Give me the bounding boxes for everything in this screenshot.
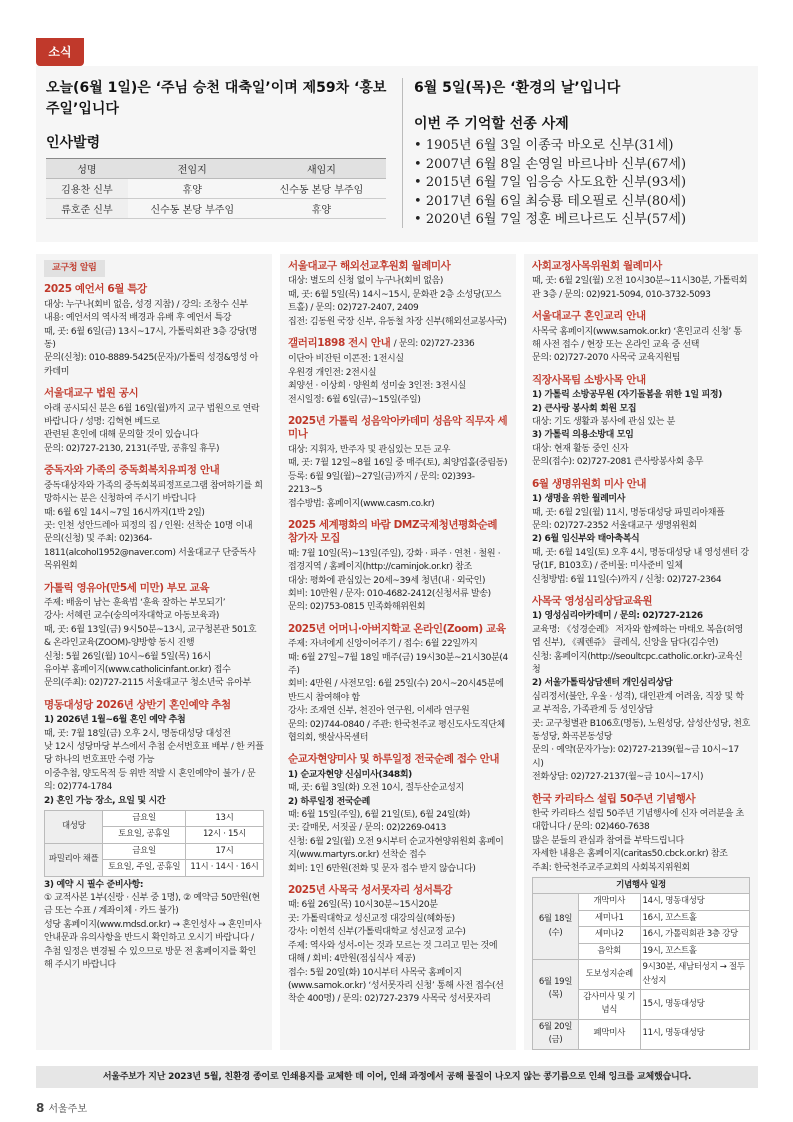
table-cell: 13시 — [185, 811, 263, 827]
section-title: 중독자와 가족의 중독회복치유피정 안내 — [44, 464, 220, 477]
table-row — [45, 843, 264, 859]
sub-title: 2) 6월 임신부와 태아축복식 — [532, 534, 640, 545]
text-line: 회비: 10만원 / 문자: 010-4682-2412(신청서류 발송) — [288, 588, 491, 599]
table-cell: 도보성지순례 — [578, 960, 640, 990]
text-line: 때, 곳: 6월 13일(금) 9시50분~13시, 교구청본관 501호 & 온라인교육(ZOOM)-양방향 동시 진행 — [44, 624, 257, 649]
table-row — [46, 199, 386, 219]
list-item: • 2015년 6월 7일 임응승 사도요한 신부(93세) — [414, 174, 754, 193]
section-tag: 소식 — [36, 38, 84, 66]
table-cell: 17시 — [185, 843, 263, 859]
section-title: 가톨릭 영유아(만5세 미만) 부모 교육 — [44, 581, 210, 594]
text-line: 문의: 02)727-2130, 2131(주말, 공휴일 휴무) — [44, 443, 220, 454]
text-line: 아래 공시되신 분은 6월 16일(월)까지 교구 법원으로 연락바랍니다 / 성명: 김혁현 베드로 — [44, 403, 260, 428]
footer — [36, 1100, 87, 1115]
sub-title: 2) 큰사랑 봉사회 회원 모집 — [532, 403, 637, 414]
section-title-text: 갤러리1898 전시 안내 — [288, 337, 391, 350]
table-row — [46, 179, 386, 199]
section-title: 서울대교구 혼인교리 안내 — [532, 310, 646, 323]
headline-environment: 6월 5일(목)은 ‘환경의 날’입니다 — [414, 80, 621, 96]
page-number: 8 — [36, 1101, 45, 1115]
diocese-notice-tag: 교구청 알림 — [44, 260, 105, 277]
personnel-name: 김용찬 신부 — [46, 179, 128, 199]
text-line: 많은 분들의 관심과 참여를 부탁드립니다 — [532, 835, 684, 846]
sub-title: 1) 순교자현양 신심미사(348회) — [288, 769, 412, 780]
personnel-previous: 휴양 — [128, 179, 257, 199]
text-line: 교육명: 《성경순례》 저자와 함께하는 마태오 복음(허영엽 신부), 《퀘렌쥬》 클레식, 신앙을 답다(김수연) — [532, 624, 743, 649]
headline-ascension: 오늘(6월 1일)은 ‘주님 승천 대축일’이며 제59차 ‘홍보 주일’입니다 — [46, 80, 387, 117]
personnel-title: 인사발령 — [46, 135, 101, 151]
text-line: 때, 곳: 6월 6일(금) 13시~17시, 가톨릭회관 3층 강당(명동) — [44, 326, 258, 351]
table-cell: 14시, 명동대성당 — [640, 894, 749, 910]
text-line: 때: 6월 6일 14시~7일 16시까지(1박 2일) — [44, 507, 205, 518]
text-line: 주제: 배움이 남는 훈육법 ‘훈육 잘하는 부모되기’ — [44, 597, 226, 608]
text-line: 문의: 02)727-2352 서울대교구 생명위원회 — [532, 520, 697, 531]
section-title: 사목국 영성심리상담교육원 — [532, 594, 653, 607]
text-line: 때, 곳: 6월 5일(목) 14시~15시, 문화관 2층 소성당(꼬스트홀) / 문의: 02)727-2407, 2409 — [288, 289, 502, 314]
text-line: 때, 곳: 6월 2일(월) 11시, 명동대성당 파밀리아채플 — [532, 507, 725, 518]
section-title: 서울대교구 법원 공시 — [44, 387, 139, 400]
list-item: • 2017년 6월 6일 최승룡 테오필로 신부(80세) — [414, 193, 754, 212]
text-line: 강사: 이헌석 신부(가톨릭대학교 성신교정 교수) — [288, 927, 466, 938]
section-title: 명동대성당 2026년 상반기 혼인예약 추첨 — [44, 698, 231, 711]
section-title: 6월 생명위원회 미사 안내 — [532, 477, 647, 490]
table-cell: 11시, 명동대성당 — [640, 1019, 749, 1049]
text-line: 곳: 가톨릭대학교 성신교정 대강의실(혜화동) — [288, 913, 455, 924]
table-cell: 15시, 명동대성당 — [640, 989, 749, 1019]
column-2 — [280, 254, 516, 1050]
personnel-header: 새임지 — [257, 159, 386, 179]
table-cell: 개막미사 — [578, 894, 640, 910]
text-line: 최양선 · 이상희 · 양원희 성미술 3인전: 3전시실 — [288, 381, 466, 392]
text-line: 접수방법: 홈페이지(www.casm.co.kr) — [288, 498, 435, 509]
text-line: 집전: 김동원 국장 신부, 유동철 차장 신부(해외선교봉사국) — [288, 316, 507, 327]
table-cell: 감사미사 및 기념식 — [578, 989, 640, 1019]
text-line: 때: 7월 10일(목)~13일(주일), 강화 · 파주 · 연천 · 철원 · 접경지역 / 홈페이지(http://caminjok.or.kr) 참조 — [288, 548, 501, 573]
table-cell: 11시 · 14시 · 16시 — [185, 860, 263, 876]
text-line: 때, 곳: 7월 18일(금) 오후 2시, 명동대성당 대성전 — [44, 728, 231, 739]
table-row — [533, 894, 750, 910]
list-item: • 2020년 6월 7일 정훈 베르나르도 신부(57세) — [414, 211, 754, 230]
personnel-new: 휴양 — [257, 199, 386, 219]
text-line: 성당 홈페이지(www.mdsd.or.kr) → 혼인성사 → 혼인미사 안내문과 유의사항을 반드시 확인하고 오시기 바랍니다 / 추첨 일정은 변경될 수 있으므로 방문 전 홈페이지를 확인해 주시기 바랍니다 — [44, 919, 262, 971]
text-line: 신청방법: 6월 11일(수)까지 / 신청: 02)727-2364 — [532, 574, 722, 585]
section-title: 직장사목팀 소방사목 안내 — [532, 373, 646, 386]
section-title: 순교자현양미사 및 하루일정 전국순례 접수 안내 — [288, 753, 500, 766]
text-line: 대상: 평화에 관심있는 20세~39세 청년(내 · 외국인) — [288, 575, 486, 586]
text-line: 문의(신청): 010-8889-5425(문자)/가톨릭 성경&영성 아카데미 — [44, 353, 258, 377]
personnel-table — [46, 158, 386, 219]
text-line: 곳: 갈매못, 서짓골 / 문의: 02)2269-0413 — [288, 823, 447, 834]
text-line: 대상: 현재 활동 중인 신자 — [532, 443, 629, 454]
text-line: ① 교적사본 1부(신랑 · 신부 중 1명), ② 예약금 50만원(현금 또는 수표 / 계좌이체 · 카드 불가) — [44, 893, 260, 917]
text-line: 대상: 지휘자, 반주자 및 관심있는 모든 교우 — [288, 444, 451, 455]
text-line: 대상: 기도 생활과 봉사에 관심 있는 분 — [532, 417, 675, 428]
table-cell: 토요일, 주일, 공휴일 — [103, 860, 186, 876]
section-title: 2025년 사목국 성서못자리 성서특강 — [288, 884, 453, 897]
text-line: 심리정서(불안, 우울 · 성격), 대인관계 어려움, 직장 및 학교 부적응, 가족관계 등 성인상담 — [532, 691, 744, 716]
text-line: 회비: 4만원 / 사전모임: 6월 25일(수) 20시~20시45분에 반드시 참여해야 함 — [288, 679, 504, 703]
text-line: 때: 6월 27일~7월 18일 매주(금) 19시30분~21시30분(4주) — [288, 652, 508, 676]
text-line: 문의(주최): 02)727-2115 서울대교구 청소년국 유아부 — [44, 678, 251, 689]
table-cell: 폐막미사 — [578, 1019, 640, 1049]
text-line: 신청: 5월 26일(월) 10시~6월 5일(목) 16시 — [44, 651, 211, 662]
venue-name: 파밀리아 채플 — [45, 843, 103, 876]
sub-title: 1) 가톨릭 소방공무원 (자기돌봄을 위한 1일 피정) — [532, 390, 723, 401]
schedule-date: 6월 20일(금) — [533, 1019, 579, 1049]
personnel-header: 전임지 — [128, 159, 257, 179]
text-line: 신청: 홈페이지(http://seoultcpc.catholic.or.kr)-교육신청 — [532, 651, 743, 675]
top-notice-box — [36, 66, 758, 242]
list-item: • 1905년 6월 3일 이종국 바오로 신부(31세) — [414, 137, 754, 156]
personnel-header: 성명 — [46, 159, 128, 179]
text-line: 자세한 내용은 홈페이지(caritas50.cbck.or.kr) 참조 — [532, 849, 728, 860]
table-cell: 세미나1 — [578, 910, 640, 926]
sub-title: 3) 가톨릭 의용소방대 모임 — [532, 430, 634, 441]
sub-title: 2) 하루일정 전국순례 — [288, 796, 370, 807]
schedule-date: 6월 18일(수) — [533, 894, 579, 960]
table-cell: 금요일 — [103, 843, 186, 859]
text-line: 신청: 6월 2일(월) 오전 9시부터 순교자현양위원회 홈페이지(www.martyrs.or.kr) 선착순 접수 — [288, 836, 504, 861]
sub-title: 2) 서울가톨릭상담센터 개인심리상담 — [532, 678, 673, 689]
table-cell: 9시30분, 새남터성지 → 절두산성지 — [640, 960, 749, 990]
table-cell: 금요일 — [103, 811, 186, 827]
text-line: 전시일정: 6월 6일(금)~15일(주일) — [288, 394, 421, 405]
table-cell: 16시, 꼬스트홀 — [640, 910, 749, 926]
text-line: 이중추첨, 양도목적 등 위반 적발 시 혼인예약이 불가 / 문의: 02)774-1784 — [44, 768, 256, 793]
section-title: 한국 카리타스 설립 50주년 기념행사 — [532, 792, 696, 805]
text-line: 내용: 예언서의 역사적 배경과 유배 후 예언서 특강 — [44, 313, 232, 324]
top-left — [46, 78, 396, 219]
text-line: 주제: 역사와 성서-이는 것과 모르는 것 그리고 믿는 것에 대해 / 회비: 4만원(점심식사 제공) — [288, 940, 498, 965]
sub-title: 1) 영성심리아카데미 / 문의: 02)727-2126 — [532, 611, 703, 622]
section-title: 서울대교구 해외선교후원회 월례미사 — [288, 260, 451, 272]
text-line: 곳: 인천 성안드레아 피정의 집 / 인원: 선착순 10명 이내 — [44, 520, 253, 531]
sub-title: 1) 생명을 위한 월례미사 — [532, 494, 626, 505]
text-line: 중독대상자와 가족의 중독회복피정프로그램 참여하기를 희망하시는 분은 신청하여 주시기 바랍니다 — [44, 480, 263, 505]
text-line: 등록: 6월 9일(월)~27일(금)까지 / 문의: 02)393-2213~5 — [288, 471, 475, 496]
memorial-list — [414, 137, 754, 230]
section-title: 2025년 어머니·아버지학교 온라인(Zoom) 교육 — [288, 622, 506, 635]
personnel-previous: 신수동 본당 부주임 — [128, 199, 257, 219]
text-line: 주제: 자녀에게 신앙이어주기 / 접수: 6월 22일까지 — [288, 639, 478, 650]
section-title: 2025 세계평화의 바람 DMZ국제청년평화순례 참가자 모집 — [288, 518, 498, 545]
column-3 — [524, 254, 758, 1050]
table-cell: 19시, 꼬스트홀 — [640, 943, 749, 959]
text-line: 이단아 비잔틴 이콘전: 1전시실 — [288, 354, 404, 365]
table-row — [45, 811, 264, 827]
text-line: 관련된 혼인에 대해 문의할 것이 있습니다 — [44, 430, 199, 441]
section-title: 사회교정사목위원회 월례미사 — [532, 260, 662, 272]
text-line: 우원경 개인전: 2전시실 — [288, 367, 377, 378]
section-title — [288, 337, 508, 351]
divider — [402, 78, 403, 228]
list-item: • 2007년 6월 8일 손영일 바르나바 신부(67세) — [414, 156, 754, 175]
text-line: 강사: 서혜린 교수(숭의여자대학교 아동보육과) — [44, 611, 220, 622]
table-cell: 음악회 — [578, 943, 640, 959]
text-line: 곳: 교구청별관 B106호(명동), 노원성당, 삼성산성당, 천호동성당, 화곡본동성당 — [532, 718, 750, 742]
text-line: 문의: 02)744-0840 / 주관: 한국천주교 평신도사도직단체협의회, 햇살사목센터 — [288, 719, 505, 743]
schedule-date: 6월 19일(목) — [533, 960, 579, 1020]
bottom-notice: 서울주보가 지난 2023년 5월, 친환경 종이로 인쇄용지를 교체한 데 이어, 인쇄 과정에서 공해 물질이 나오지 않는 콩기름으로 인쇄 잉크를 교체했습니다. — [36, 1066, 758, 1088]
text-line: 회비: 1인 6만원(전화 및 문자 접수 받지 않습니다) — [288, 863, 476, 874]
caritas-schedule-table — [532, 877, 750, 1049]
text-line: 문의: 02)753-0815 민족화해위원회 — [288, 602, 426, 613]
text-line: 강사: 조재연 신부, 천진아 연구원, 이세라 연구원 — [288, 706, 470, 717]
text-line: 때: 6월 15일(주일), 6월 21일(토), 6월 24일(화) — [288, 810, 470, 821]
text-line: 낮 12시 성당마당 부스에서 추첨 순서번호표 배부 / 한 커플당 하나의 번호표만 수령 가능 — [44, 742, 264, 766]
schedule-title: 기념행사 일정 — [533, 878, 750, 894]
sub-title: 1) 2026년 1월~6월 혼인 예약 추첨 — [44, 715, 186, 726]
wedding-schedule-table — [44, 810, 264, 877]
text-line: 문의(접수): 02)727-2081 큰사랑봉사회 총무 — [532, 457, 704, 468]
column-1 — [36, 254, 272, 1050]
table-cell: 12시 · 15시 — [185, 827, 263, 843]
memorial-title: 이번 주 기억할 선종 사제 — [414, 116, 569, 132]
table-row — [533, 960, 750, 990]
text-line: 때, 곳: 6월 14일(토) 오후 4시, 명동대성당 내 영성센터 강당(1F, B103호) / 준비물: 미사준비 일체 — [532, 547, 749, 572]
text-line: 문의(신청) 및 주최: 02)364-1811(alcohol1952@naver.com) 서울대교구 단중독사목위원회 — [44, 534, 256, 572]
text-line: 문의: 02)727-2070 사목국 교육지원팀 — [532, 353, 681, 364]
table-cell: 토요일, 공휴일 — [103, 827, 186, 843]
personnel-new: 신수동 본당 부주임 — [257, 179, 386, 199]
text-line: 전화상담: 02)727-2137(월~금 10시~17시) — [532, 772, 704, 783]
table-cell: 세미나2 — [578, 927, 640, 943]
text-line: 문의 · 예약(문자가능): 02)727-2139(월~금 10시~17시) — [532, 745, 739, 769]
text-line: 때: 6월 26일(목) 10시30분~15시20분 — [288, 900, 438, 911]
text-line: 때, 곳: 6월 2일(월) 오전 10시30분~11시30분, 가톨릭회관 3층 / 문의: 02)921-5094, 010-3732-5093 — [532, 276, 748, 300]
personnel-name: 류호준 신부 — [46, 199, 128, 219]
section-contact: / 문의: 02)727-2336 — [393, 339, 475, 350]
section-title: 2025년 가톨릭 성음악아카데미 성음악 직무자 세미나 — [288, 415, 508, 441]
text-line: 사목국 홈페이지(www.samok.or.kr) ‘혼인교리 신청’ 통해 사전 접수 / 현장 또는 온라인 교육 중 선택 — [532, 326, 742, 351]
top-right — [414, 78, 754, 230]
text-line: 때, 곳: 6월 3일(화) 오전 10시, 절두산순교성지 — [288, 783, 464, 794]
text-line: 대상: 누구나(회비 없음, 성경 지참) / 강의: 조창수 신부 — [44, 299, 248, 310]
text-line: 주최: 한국천주교주교회의 사회복지위원회 — [532, 862, 690, 873]
text-line: 대상: 별도의 신청 없이 누구나(회비 없음) — [288, 276, 444, 287]
text-line: 유아부 홈페이지(www.catholicinfant.or.kr) 접수 — [44, 664, 231, 675]
table-cell: 16시, 가톨릭회관 3층 강당 — [640, 927, 749, 943]
publication-name: 서울주보 — [48, 1104, 87, 1115]
sub-title: 3) 예약 시 필수 준비사항: — [44, 879, 144, 890]
text-line: 때, 곳: 7월 12일~8월 16일 중 매주(토), 최양업홀(중림동) — [288, 458, 508, 469]
sub-title: 2) 혼인 가능 장소, 요일 및 시간 — [44, 795, 166, 806]
text-line: 접수: 5월 20일(화) 10시부터 사목국 홈페이지(www.samok.or.kr) ‘성서못자리 신청’ 통해 사전 접수(선착순 400명) / 문의: 02)727-2379 사목국 성서못자리 — [288, 967, 504, 1005]
text-line: 한국 카리타스 설립 50주년 기념행사에 신자 여러분을 초대합니다 / 문의: 02)460-7638 — [532, 809, 744, 833]
table-row — [533, 1019, 750, 1049]
venue-name: 대성당 — [45, 811, 103, 844]
section-title: 2025 예언서 6월 특강 — [44, 283, 147, 296]
